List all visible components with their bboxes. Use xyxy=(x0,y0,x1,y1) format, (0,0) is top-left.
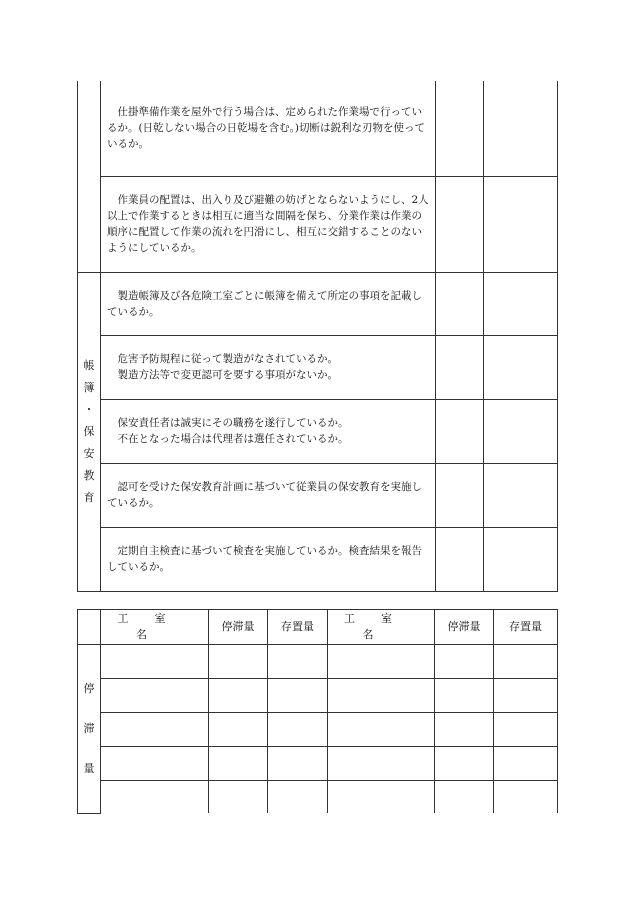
stagnation-cell[interactable] xyxy=(435,713,494,747)
item-text: 定期自主検査に基づいて検査を実施しているか。検査結果を報告しているか。 xyxy=(107,545,422,573)
storage-cell[interactable] xyxy=(268,713,328,747)
checklist-item-text xyxy=(101,527,436,591)
storage-cell[interactable] xyxy=(268,679,328,713)
room-name-cell[interactable] xyxy=(328,645,435,679)
stagnation-cell[interactable] xyxy=(435,679,494,713)
storage-cell[interactable] xyxy=(268,645,328,679)
label-char: 量 xyxy=(83,761,95,775)
check-cell[interactable] xyxy=(436,527,484,591)
inspection-checklist-table xyxy=(77,81,558,592)
check-cell[interactable] xyxy=(436,272,484,335)
category-char: 保 xyxy=(83,424,95,438)
row-label-stagnation-quantity xyxy=(78,645,101,814)
stock-table-row xyxy=(78,747,558,781)
room-name-cell[interactable] xyxy=(101,713,209,747)
category-char: 簿 xyxy=(83,380,95,394)
item-text-line: 保安責任者は誠実にその職務を遂行しているか。 xyxy=(117,417,349,429)
checklist-item-text xyxy=(101,463,436,527)
stagnation-cell[interactable] xyxy=(209,713,268,747)
stock-table-row xyxy=(78,781,558,814)
checklist-item-text xyxy=(101,335,436,399)
stock-table-row xyxy=(78,679,558,713)
stagnation-cell[interactable] xyxy=(435,747,494,781)
category-char: 安 xyxy=(83,446,95,460)
check-cell[interactable] xyxy=(436,463,484,527)
remarks-cell[interactable] xyxy=(484,272,558,335)
storage-cell[interactable] xyxy=(494,781,558,814)
item-text: 製造帳簿及び各危険工室ごとに帳簿を備えて所定の事項を記載しているか。 xyxy=(107,289,422,318)
remarks-cell[interactable] xyxy=(484,335,558,399)
room-name-cell[interactable] xyxy=(101,645,209,679)
room-name-cell[interactable] xyxy=(101,747,209,781)
category-cell-continued xyxy=(78,81,101,272)
stagnation-cell[interactable] xyxy=(209,781,268,814)
checklist-row xyxy=(78,335,558,399)
checklist-item-text xyxy=(101,399,436,463)
checklist-row xyxy=(78,463,558,527)
category-label-books-safety-education xyxy=(78,272,101,591)
storage-cell[interactable] xyxy=(494,747,558,781)
item-text-line: 製造方法等で変更認可を要する事項がないか。 xyxy=(117,369,338,381)
stock-table-header-row xyxy=(78,610,558,645)
label-char: 滞 xyxy=(83,721,95,735)
room-name-cell[interactable] xyxy=(101,781,209,814)
category-char: ・ xyxy=(83,402,95,416)
header-storage-qty: 存置量 xyxy=(494,610,558,645)
header-storage-qty: 存置量 xyxy=(268,610,328,645)
checklist-row xyxy=(78,272,558,335)
item-text: 仕掛準備作業を屋外で行う場合は、定められた作業場で行っているか。(日乾しない場合の日乾場を含む。)切断は鋭利な刃物を使っているか。 xyxy=(107,106,425,151)
stock-table-row xyxy=(78,713,558,747)
storage-cell[interactable] xyxy=(494,679,558,713)
storage-cell[interactable] xyxy=(494,713,558,747)
checklist-row xyxy=(78,176,558,272)
category-char: 帳 xyxy=(83,358,95,372)
header-stagnation-qty: 停滞量 xyxy=(209,610,268,645)
item-text-line: 不在となった場合は代理者は選任されているか。 xyxy=(117,433,349,445)
check-cell[interactable] xyxy=(436,335,484,399)
checklist-row xyxy=(78,399,558,463)
checklist-item-text xyxy=(101,176,436,272)
stock-table-row xyxy=(78,645,558,679)
remarks-cell[interactable] xyxy=(484,81,558,176)
checklist-row xyxy=(78,527,558,591)
corner-cell xyxy=(78,610,101,645)
check-cell[interactable] xyxy=(436,176,484,272)
stagnation-cell[interactable] xyxy=(435,645,494,679)
stagnation-quantity-table xyxy=(77,609,558,814)
checklist-item-text xyxy=(101,272,436,335)
storage-cell[interactable] xyxy=(268,747,328,781)
check-cell[interactable] xyxy=(436,399,484,463)
header-room-name: 工室名 xyxy=(101,610,209,645)
storage-cell[interactable] xyxy=(494,645,558,679)
room-name-cell[interactable] xyxy=(328,747,435,781)
label-char: 停 xyxy=(83,681,95,695)
category-char: 育 xyxy=(83,490,95,504)
stagnation-cell[interactable] xyxy=(209,679,268,713)
remarks-cell[interactable] xyxy=(484,463,558,527)
room-name-cell[interactable] xyxy=(328,713,435,747)
room-name-cell[interactable] xyxy=(328,781,435,814)
category-char: 教 xyxy=(83,468,95,482)
stagnation-cell[interactable] xyxy=(209,747,268,781)
storage-cell[interactable] xyxy=(268,781,328,814)
remarks-cell[interactable] xyxy=(484,176,558,272)
item-text-line: 危害予防規程に従って製造がなされているか。 xyxy=(117,353,338,365)
remarks-cell[interactable] xyxy=(484,527,558,591)
item-text: 認可を受けた保安教育計画に基づいて従業員の保安教育を実施しているか。 xyxy=(107,481,422,509)
checklist-row xyxy=(78,81,558,176)
room-name-cell[interactable] xyxy=(328,679,435,713)
item-text: 作業員の配置は、出入り及び避難の妨げとならないようにし、2人以上で作業するときは相互に適当な間隔を保ち、分業作業は作業の順序に配置して作業の流れを円滑にし、相互に交錯することのないようにしているか。 xyxy=(107,194,429,254)
stagnation-cell[interactable] xyxy=(435,781,494,814)
room-name-cell[interactable] xyxy=(101,679,209,713)
header-stagnation-qty: 停滞量 xyxy=(435,610,494,645)
stagnation-cell[interactable] xyxy=(209,645,268,679)
remarks-cell[interactable] xyxy=(484,399,558,463)
checklist-item-text xyxy=(101,81,436,176)
header-room-name: 工室名 xyxy=(328,610,435,645)
check-cell[interactable] xyxy=(436,81,484,176)
